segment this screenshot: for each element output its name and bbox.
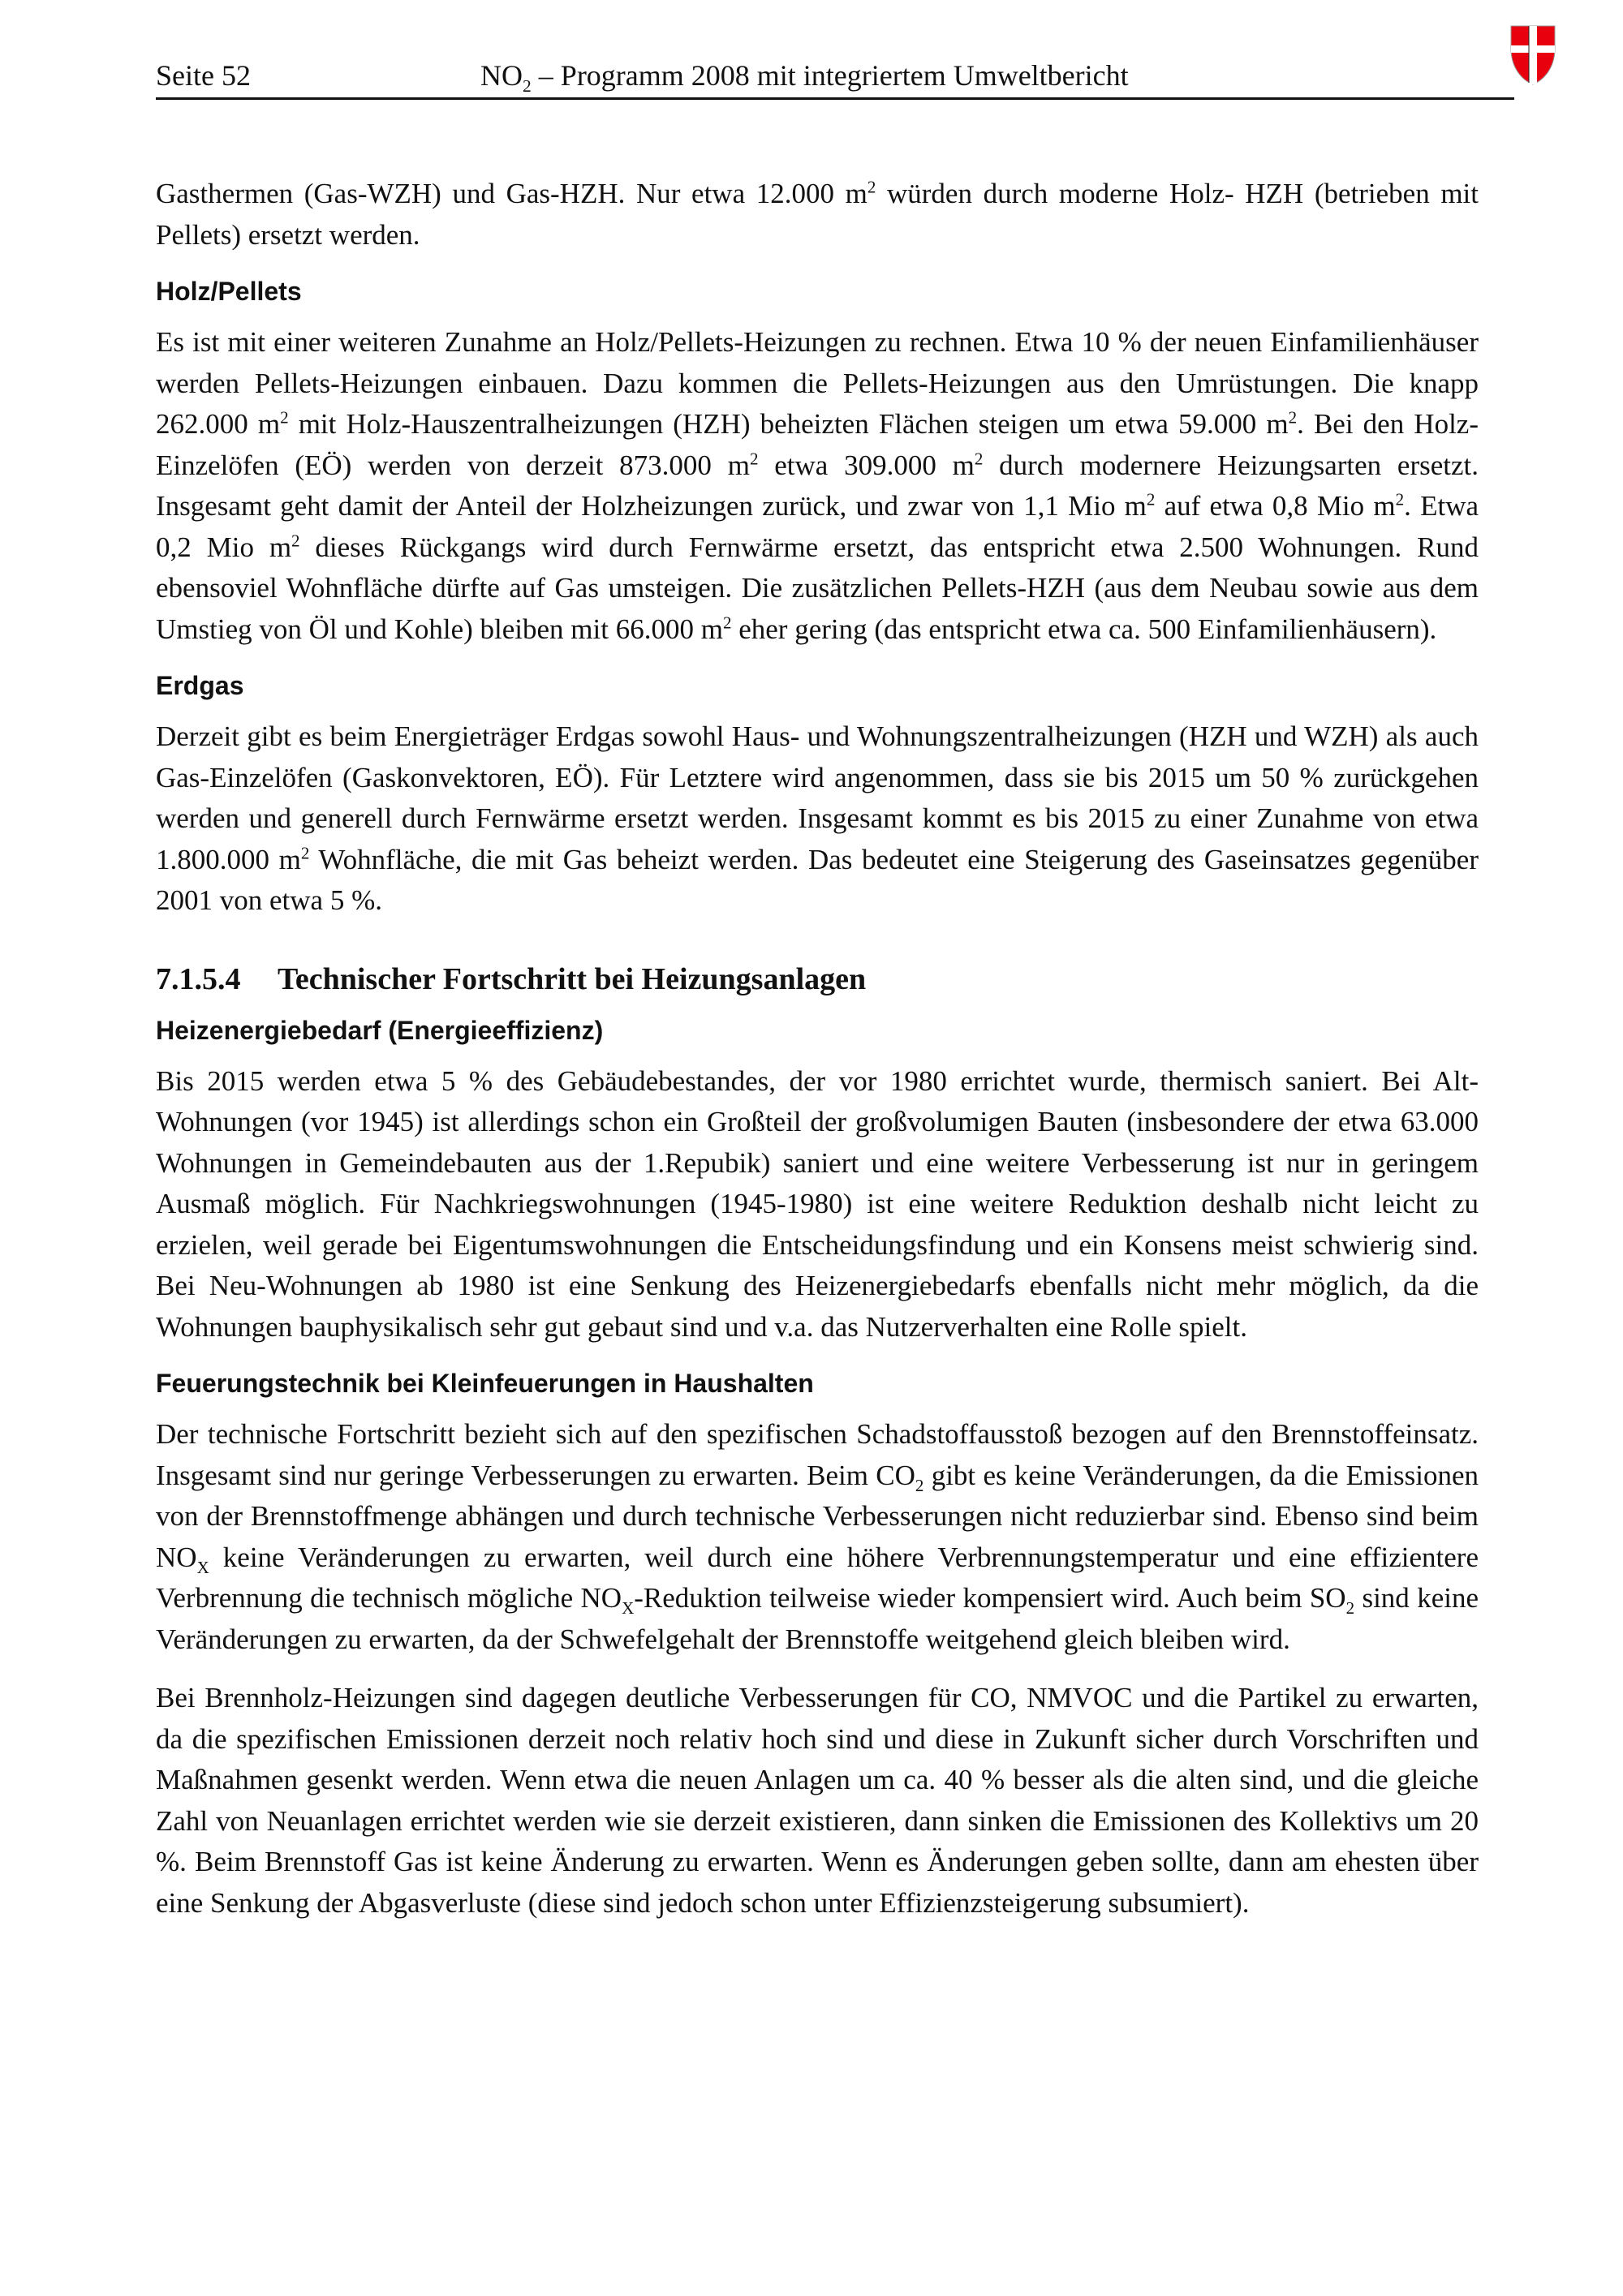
document-title (480, 58, 1129, 97)
section-title: Technischer Fortschritt bei Heizungsanlagen (278, 961, 867, 996)
section-heading (156, 959, 1479, 1000)
erdgas-paragraph: Derzeit gibt es beim Energieträger Erdgas sowohl Haus- und Wohnungszentralheizungen (HZH und WZH) als auch Gas-Einzelöfen (Gaskonvektoren, EÖ). Für Letztere wird angenommen, dass sie bis 2015 um 50 % zurückgehen werden und generell durch Fernwärme ersetzt werden. Insgesamt kommt es bis 2015 zu einer Zunahme von etwa 1.800.000 $m^2$ Wohnfläche, die mit Gas beheizt werden. Das bedeutet eine Steigerung des Gaseinsatzes gegenüber 2001 von etwa 5 %. (156, 720, 1479, 916)
feuerung-paragraph-2: Bei Brennholz-Heizungen sind dagegen deutliche Verbesserungen für CO, NMVOC und die Partikel zu erwarten, da die spezifischen Emissionen derzeit noch relativ hoch sind und diese in Zukunft sicher durch Vorschriften und Maßnahmen gesenkt werden. Wenn etwa die neuen Anlagen um ca. 40 % besser als die alten sind, und die gleiche Zahl von Neuanlagen errichtet werden wie sie derzeit existieren, dann sinken die Emissionen des Kollektivs um 20 %. Beim Brennstoff Gas ist keine Änderung zu erwarten. Wenn es Änderungen geben sollte, dann am ehesten über eine Senkung der Abgasverluste (diese sind jedoch schon unter Effizienzsteigerung subsumiert). (156, 1682, 1479, 1919)
vienna-coat-of-arms-icon (1509, 24, 1556, 86)
heading-feuerungstechnik: Feuerungstechnik bei Kleinfeuerungen in Haushalten (156, 1369, 814, 1398)
page-header (156, 50, 1514, 100)
heading-erdgas: Erdgas (156, 671, 244, 700)
heading-heizenergiebedarf: Heizenergiebedarf (Energieeffizienz) (156, 1015, 604, 1045)
holz-paragraph: Es ist mit einer weiteren Zunahme an Holz/Pellets-Heizungen zu rechnen. Etwa 10 % der neuen Einfamilienhäuser werden Pellets-Heizungen einbauen. Dazu kommen die Pellets-Heizungen aus den Umrüstungen. Die knapp 262.000 $m^2$ mit Holz-Hauszentralheizungen (HZH) beheizten Flächen steigen um etwa 59.000 $m^2$. Bei den Holz-Einzelöfen (EÖ) werden von derzeit 873.000 $m^2$ etwa 309.000 $m^2$ durch modernere Heizungsarten ersetzt. Insgesamt geht damit der Anteil der Holzheizungen zurück, und zwar von 1,1 Mio $m^2$ auf etwa 0,8 Mio $m^2$. Etwa 0,2 Mio $m^2$ dieses Rückgangs wird durch Fernwärme ersetzt, das entspricht etwa 2.500 Wohnungen. Rund ebensoviel Wohnfläche dürfte auf Gas umsteigen. Die zusätzlichen Pellets-HZH (aus dem Neubau sowie aus dem Umstieg von Öl und Kohle) bleiben mit 66.000 $m^2$ eher gering (das entspricht etwa ca. 500 Einfamilienhäusern). (156, 326, 1479, 645)
page-content (156, 174, 1479, 1924)
page-number: Seite 52 (156, 59, 251, 92)
title-subscript: 2 (523, 76, 532, 97)
heading-holz-pellets: Holz/Pellets (156, 277, 302, 306)
title-rest: – Programm 2008 mit integriertem Umweltbericht (531, 59, 1129, 92)
intro-paragraph: Gasthermen (Gas-WZH) und Gas-HZH. Nur etwa 12.000 $m^2$ würden durch moderne Holz- HZH (betrieben mit Pellets) ersetzt werden. (156, 177, 1479, 251)
heizenergie-paragraph: Bis 2015 werden etwa 5 % des Gebäudebestandes, der vor 1980 errichtet wurde, thermisch saniert. Bei Alt-Wohnungen (vor 1945) ist allerdings schon ein Großteil der großvolumigen Bauten (insbesondere der etwa 63.000 Wohnungen in Gemeindebauten aus der 1.Repubik) saniert und eine weitere Verbesserung ist nur in geringem Ausmaß möglich. Für Nachkriegswohnungen (1945-1980) ist eine weitere Reduktion deshalb nicht leicht zu erzielen, weil gerade bei Eigentumswohnungen die Entscheidungsfindung und ein Konsens meist schwierig sind. Bei Neu-Wohnungen ab 1980 ist eine Senkung des Heizenergiebedarfs ebenfalls nicht mehr möglich, da die Wohnungen bauphysikalisch sehr gut gebaut sind und v.a. das Nutzerverhalten eine Rolle spielt. (156, 1064, 1479, 1343)
section-number: 7.1.5.4 (156, 961, 241, 996)
feuerung-paragraph-1: Der technische Fortschritt bezieht sich auf den spezifischen Schadstoffausstoß bezogen auf den Brennstoffeinsatz. Insgesamt sind nur geringe Verbesserungen zu erwarten. Beim $CO_2$ gibt es keine Veränderungen, da die Emissionen von der Brennstoffmenge abhängen und durch technische Verbesserungen nicht reduzierbar sind. Ebenso sind beim $NO_X$ keine Veränderungen zu erwarten, weil durch eine höhere Verbrennungstemperatur und eine effizientere Verbrennung die technisch mögliche $NO_X$-Reduktion teilweise wieder kompensiert wird. Auch beim $SO_2$ sind keine Veränderungen zu erwarten, da der Schwefelgehalt der Brennstoffe weitgehend gleich bleiben wird. (156, 1418, 1479, 1655)
title-no: NO (480, 59, 523, 92)
